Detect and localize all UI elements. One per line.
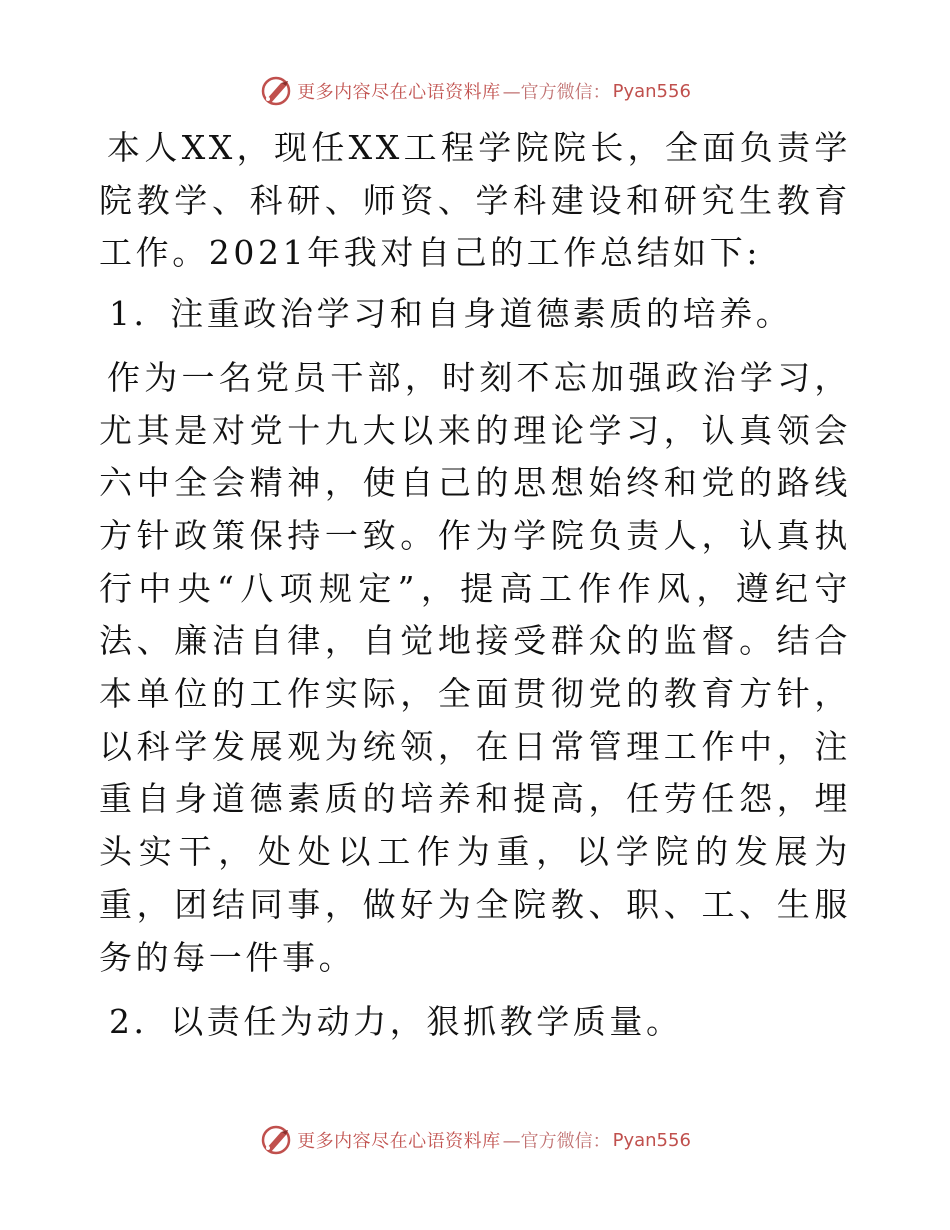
watermark-text: 更多内容尽在心语资料库: [297, 82, 501, 103]
watermark-text: 更多内容尽在心语资料库: [297, 1131, 501, 1152]
watermark-header: [0, 71, 950, 111]
watermark-code: Pyan556: [612, 1129, 691, 1151]
watermark-code: Pyan556: [612, 80, 691, 102]
watermark-tail: —官方微信：: [502, 82, 611, 103]
section-1-paragraph: 作为一名党员干部，时刻不忘加强政治学习，尤其是对党十九大以来的理论学习，认真领会六中全会精神，使自己的思想始终和党的路线方针政策保持一致。作为学院负责人，认真执行中央“八项规定”，提高工作作风，遵纪守法、廉洁自律，自觉地接受群众的监督。结合本单位的工作实际，全面贯彻党的教育方针，以科学发展观为统领，在日常管理工作中，注重自身道德素质的培养和提高，任劳任怨，埋头实干，处处以工作为重，以学院的发展为重，团结同事，做好为全院教、职、工、生服务的每一件事。: [99, 357, 851, 977]
pen-logo-icon: [259, 1123, 293, 1157]
section-heading-1: 1．注重政治学习和自身道德素质的培养。: [109, 294, 793, 334]
section-heading-2: 2．以责任为动力，狠抓教学质量。: [109, 1002, 683, 1042]
watermark-footer: [0, 1120, 950, 1160]
pen-logo-icon: [259, 74, 293, 108]
intro-paragraph: 本人XX，现任XX工程学院院长，全面负责学院教学、科研、师资、学科建设和研究生教育工作。2021年我对自己的工作总结如下:: [99, 128, 851, 273]
watermark-tail: —官方微信：: [502, 1131, 611, 1152]
document-body: [99, 122, 851, 1049]
